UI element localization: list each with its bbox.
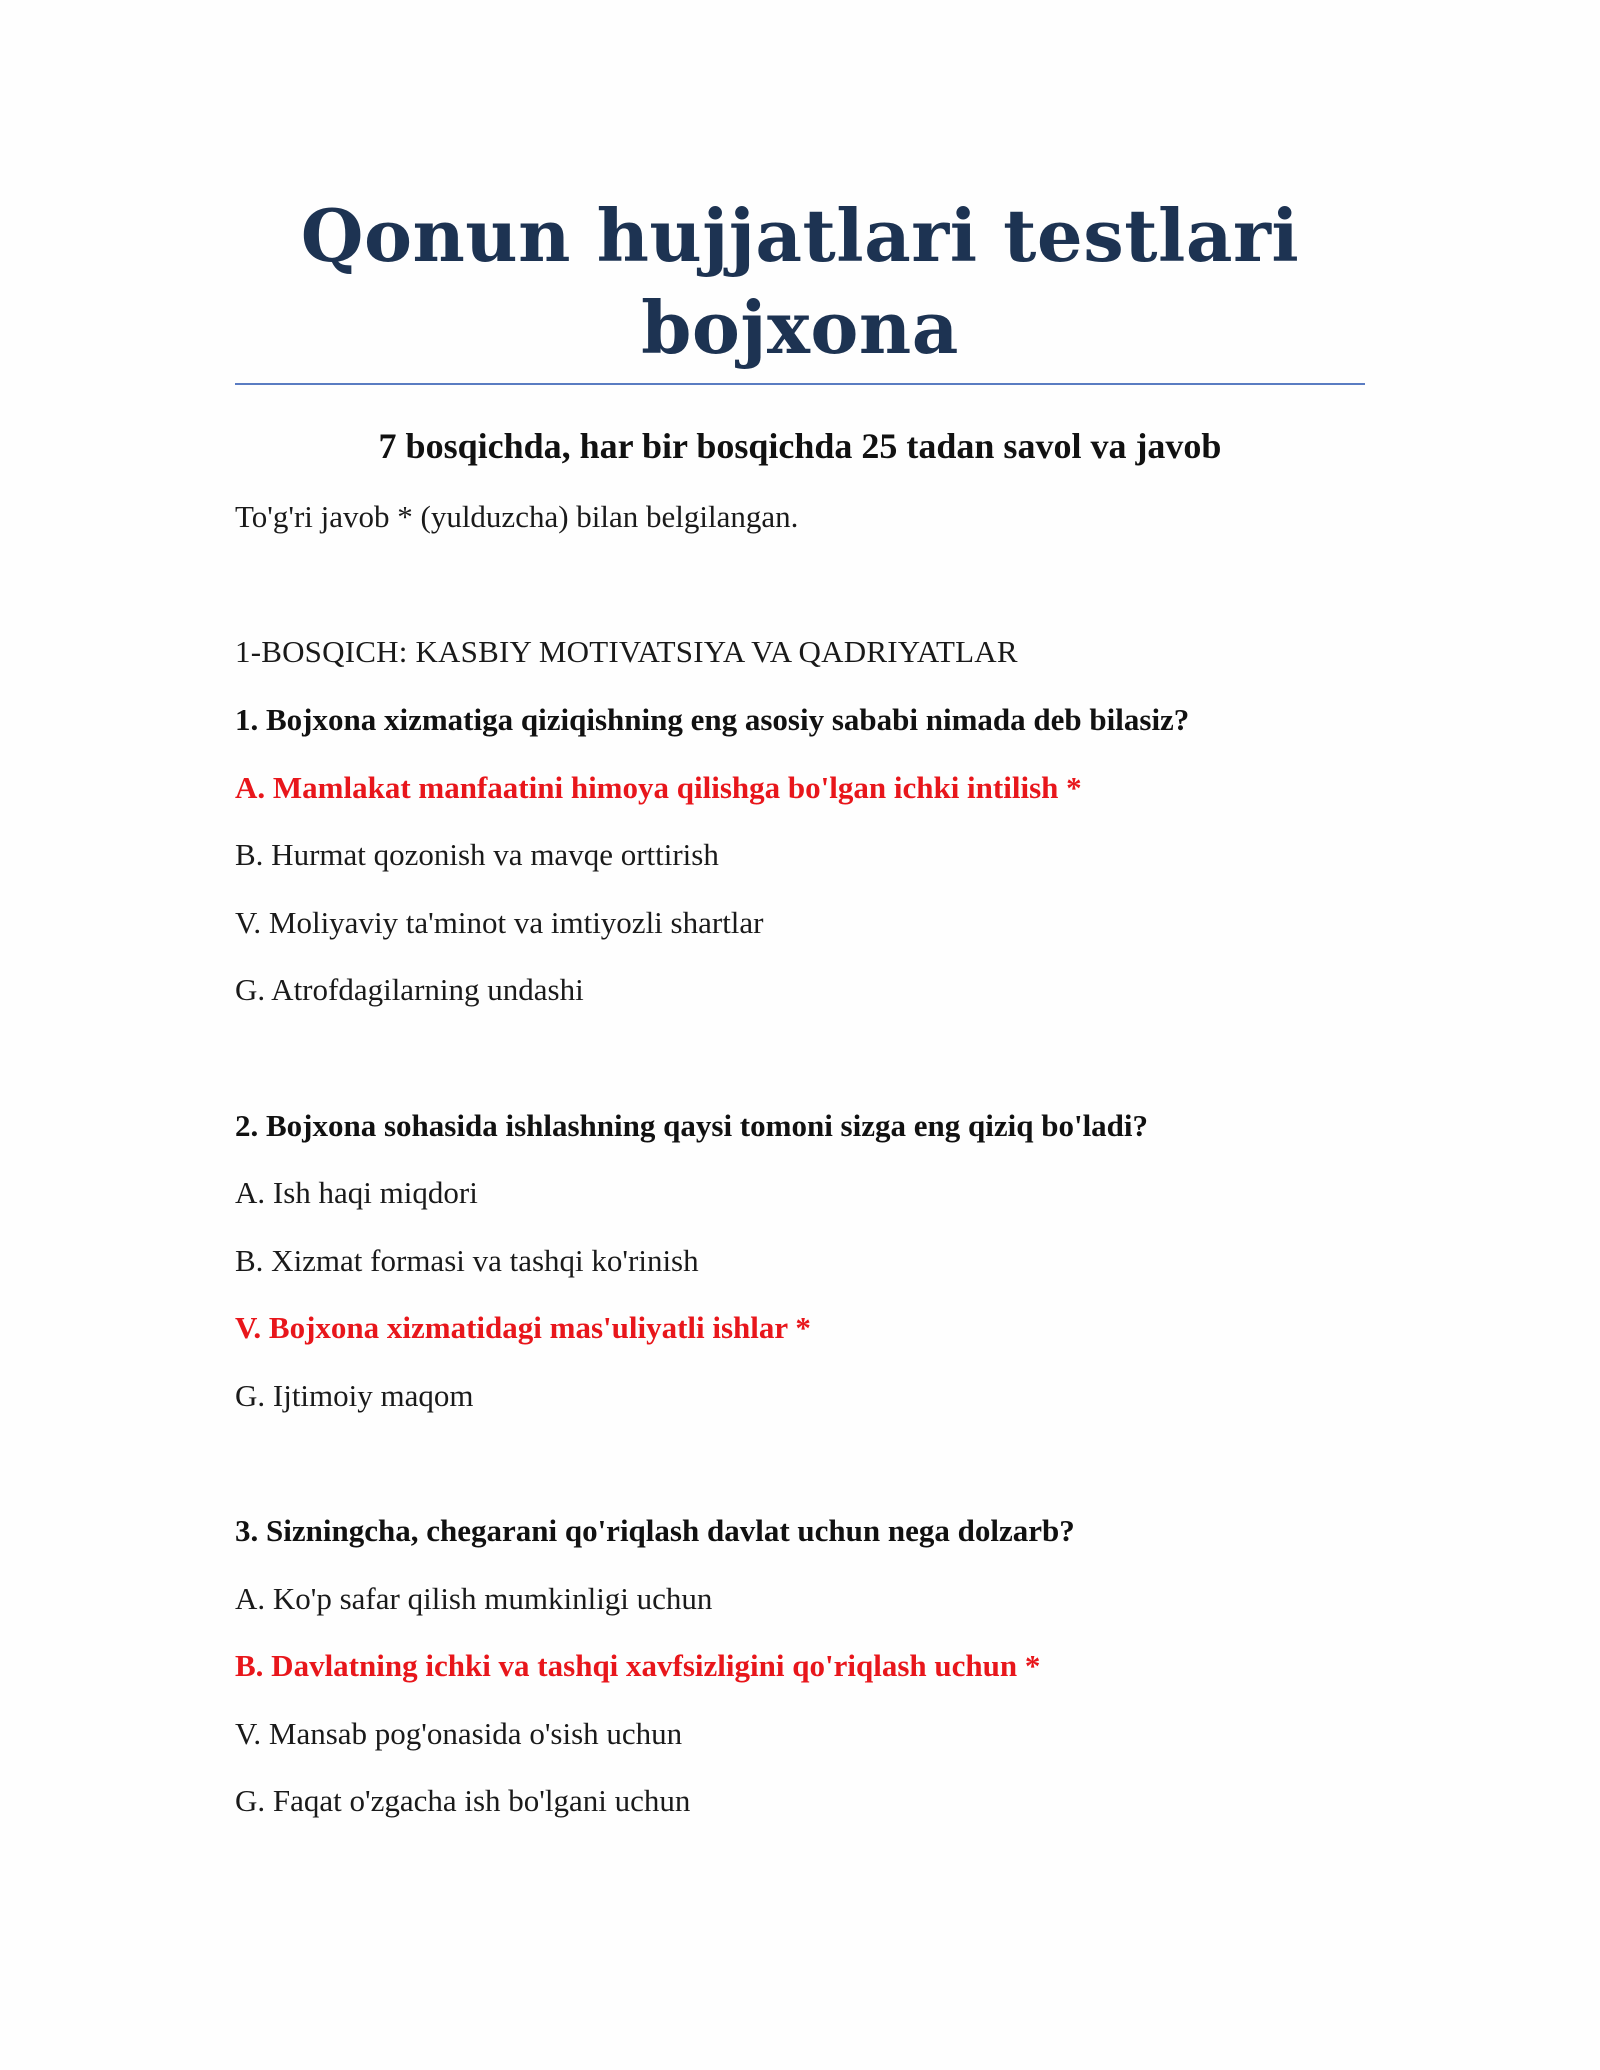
question-2-option-b: B. Xizmat formasi va tashqi ko'rinish	[235, 1243, 699, 1278]
section-heading: 1-BOSQICH: KASBIY MOTIVATSIYA VA QADRIYATLAR	[235, 634, 1018, 669]
answer-key-note: To'g'ri javob * (yulduzcha) bilan belgilangan.	[235, 499, 799, 534]
title-line-1: Qonun hujjatlari testlari	[300, 193, 1300, 278]
question-2-option-a: A. Ish haqi miqdori	[235, 1175, 478, 1210]
question-3-option-a: A. Ko'p safar qilish mumkinligi uchun	[235, 1581, 713, 1616]
question-1: 1. Bojxona xizmatiga qiziqishning eng asosiy sababi nimada deb bilasiz?	[235, 702, 1190, 737]
document-subtitle: 7 bosqichda, har bir bosqichda 25 tadan savol va javob	[378, 426, 1222, 466]
question-3-option-v: V. Mansab pog'onasida o'sish uchun	[235, 1716, 683, 1751]
question-1-option-g: G. Atrofdagilarning undashi	[235, 972, 584, 1007]
question-3-option-g: G. Faqat o'zgacha ish bo'lgani uchun	[235, 1783, 691, 1818]
title-divider	[235, 383, 1365, 385]
question-1-option-b: B. Hurmat qozonish va mavqe orttirish	[235, 837, 719, 872]
question-2-option-v: V. Bojxona xizmatidagi mas'uliyatli ishlar *	[235, 1310, 811, 1345]
document-title	[235, 190, 1365, 374]
question-3: 3. Sizningcha, chegarani qo'riqlash davlat uchun nega dolzarb?	[235, 1513, 1075, 1548]
question-2: 2. Bojxona sohasida ishlashning qaysi tomoni sizga eng qiziq bo'ladi?	[235, 1108, 1149, 1143]
title-line-2: bojxona	[641, 285, 959, 370]
question-2-option-g: G. Ijtimoiy maqom	[235, 1378, 474, 1413]
question-1-option-a: A. Mamlakat manfaatini himoya qilishga bo'lgan ichki intilish *	[235, 770, 1082, 805]
question-1-option-v: V. Moliyaviy ta'minot va imtiyozli shartlar	[235, 905, 764, 940]
question-3-option-b: B. Davlatning ichki va tashqi xavfsizligini qo'riqlash uchun *	[235, 1648, 1041, 1683]
